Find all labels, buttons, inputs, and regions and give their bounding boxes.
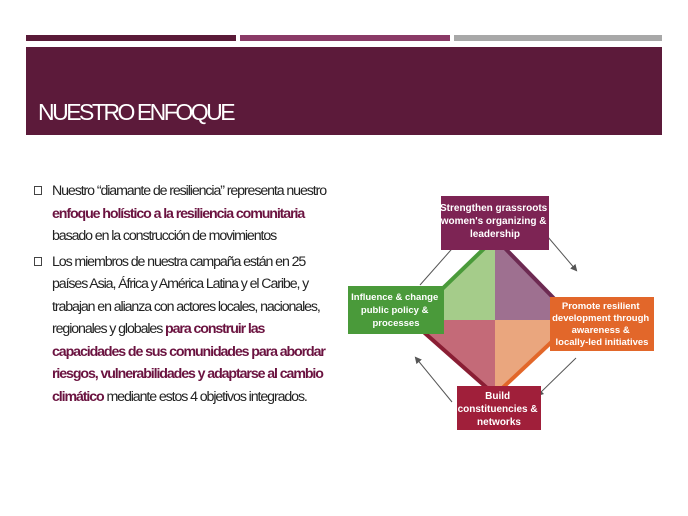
arrow-right-to-bottom [538,358,576,395]
top-accent-bar-2 [240,35,450,41]
bullet-marker-icon [34,257,42,266]
slide-title: NUESTRO ENFOQUE [38,99,234,125]
bullet-1-text-end: basado en la construcción de movimientos [52,228,277,244]
bullet-1-highlight: enfoque holístico a la resiliencia comunitaria [52,205,305,222]
goal-bottom-line-1: Build [485,391,511,402]
goal-top-line-1: Strengthen grassroots [439,203,548,214]
title-band [26,47,662,135]
goal-left-line-3: processes [372,318,420,329]
top-accent-bar-1 [26,35,236,41]
bullet-2-text-end: mediante estos 4 objetivos integrados. [103,388,307,405]
goal-top-line-2: women's organizing & [440,216,547,227]
bullet-marker-icon [34,186,42,195]
resilience-diamond-diagram [340,190,660,435]
top-accent-bar-3 [454,35,662,41]
goal-top-line-3: leadership [469,229,521,240]
goal-right-line-4: locally-led initiatives [555,337,649,348]
goal-left-line-1: Influence & change [351,292,439,303]
bullet-item-2 [34,251,334,409]
goal-bottom-line-3: networks [477,417,521,428]
arrow-bottom-to-left [416,358,452,402]
bullet-list [34,180,334,411]
bullet-2-highlight: para construir las capacidades de sus comunidades para abordar riesgos, vulnerabilidades y adaptarse al cambio climático [52,321,325,405]
goal-bottom-line-2: constituencies & [457,404,538,415]
goal-right-line-3: awareness & [571,325,630,336]
goal-right-line-1: Promote resilient [561,301,640,312]
bullet-2-text: Los miembros de nuestra campaña están en 25 países Asia, África y América Latina y el Caribe, y trabajan en alianza con actores locales, nacionales, regionales y globales [52,253,320,337]
goal-right-line-2: development through [552,313,650,324]
goal-left-line-2: public policy & [360,305,429,316]
bullet-item-1 [34,180,334,248]
bullet-1-text: Nuestro “diamante de resiliencia” representa nuestro [52,183,327,199]
